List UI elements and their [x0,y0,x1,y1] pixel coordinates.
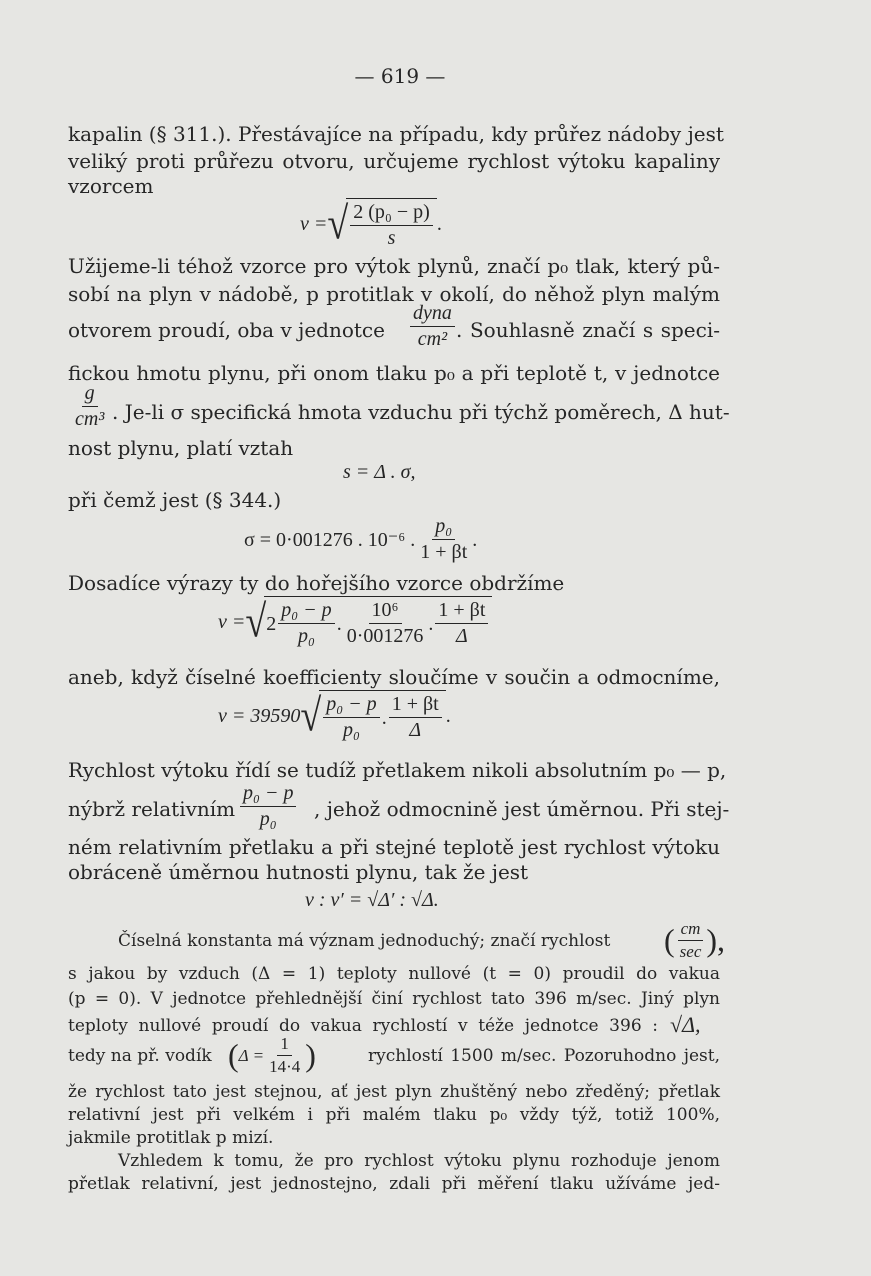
equation-velocity: v = √ $\frac{\text{2 (p₀ − p)}}{s}$ . [300,198,442,249]
text-line: že rychlost tato jest stejnou, ať jest plyn zhuštěný nebo zředěný; přetlak [68,1082,720,1102]
unit-fraction-dyna: $\frac{\text{dyna}}{\text{cm²}}$ [408,303,457,350]
text-line: při čemž jest (§ 344.) [68,488,282,512]
text-line: Vzhledem k tomu, že pro rychlost výtoku plynu rozhoduje jenom [118,1151,720,1171]
sqrt-delta: √Δ, [670,1012,701,1037]
text-line: Rychlost výtoku řídí se tudíž přetlakem nikoli absolutním p₀ — p, [68,758,727,782]
fraction-relative: $\frac{\text{p₀ − p}}{\text{p₀}}$ [238,783,298,830]
text-line: obráceně úměrnou hutnosti plynu, tak že jest [68,860,529,884]
fraction: $\frac{\text{2 (p₀ − p)}}{s}$ [350,202,433,249]
sqrt-sign: √ $\frac{\text{p₀ − p}}{\text{p₀}}$ . $\frac{1 + \beta t}{\Delta}$ [300,690,445,741]
text-line: teploty nullové proudí do vakua rychlostí v téže jednotce 396 : [68,1016,658,1036]
equation-ratio: v : v′ = √Δ′ : √Δ. [305,889,439,911]
text-line: Číselná konstanta má význam jednoduchý; značí rychlost [118,931,611,951]
text-line: sobí na plyn v nádobě, p protitlak v okolí, do něhož plyn malým [68,282,720,306]
text-line: nýbrž relativním [68,797,236,821]
unit-cm-sec: ( $\frac{cm}{\sec}$ ), [664,919,726,961]
equation-numeric: v = 39590 √ $\frac{\text{p₀ − p}}{\text{p₀}}$ . $\frac{1 + \beta t}{\Delta}$ . [218,690,451,741]
text-line: ném relativním přetlaku a při stejné teplotě jest rychlost výtoku [68,835,720,859]
text-line: fickou hmotu plynu, při onom tlaku p₀ a při teplotě t, v jednotce [68,361,720,385]
text-line: kapalin (§ 311.). Přestávajíce na případu, kdy průřez nádoby jest [68,122,724,146]
sqrt-sign: √ $\frac{\text{2 (p₀ − p)}}{s}$ [327,198,436,249]
text-line: . Souhlasně značí s speci- [456,318,720,342]
text-line: . Je-li σ specifická hmota vzduchu při týchž poměrech, Δ hut- [112,400,730,424]
equation-s: s = Δ . σ, [343,461,416,483]
text-line: relativní jest při velkém i při malém tlaku p₀ vždy týž, totiž 100%, [68,1105,720,1125]
text-line: (p = 0). V jednotce přehlednější činí rychlost tato 396 m/sec. Jiný plyn [68,989,720,1009]
equation-substituted: v = √ 2 $\frac{\text{p₀ − p}}{\text{p₀}}$ . $\frac{\text{10⁶}}{0\cdot 001276}$ . $\frac{1 + \beta t}{\Delta}$ [218,596,492,647]
equation-sigma: σ = 0·001276 . 10⁻⁶ . $\frac{\text{p₀}}{1 + \beta t}$ . [244,515,478,563]
fraction: $\frac{\text{p₀}}{1 + \beta t}$ [420,515,468,563]
text-line: nost plynu, platí vztah [68,436,294,460]
sqrt-sign: √ 2 $\frac{\text{p₀ − p}}{\text{p₀}}$ . $\frac{\text{10⁶}}{0\cdot 001276}$ . $\frac{1 + \beta t}{\Delta}$ [245,596,492,647]
text-line: veliký proti průřezu otvoru, určujeme rychlost výtoku kapaliny [68,149,720,173]
text-line: přetlak relativní, jest jednostejno, zdali při měření tlaku užíváme jed- [68,1174,720,1194]
text-line: Dosadíce výrazy ty do hořejšího vzorce obdržíme [68,571,565,595]
page-number: — 619 — [354,64,446,88]
text-line: rychlostí 1500 m/sec. Pozoruhodno jest, [368,1046,720,1066]
text-line: , jehož odmocnině jest úměrnou. Při stej- [314,797,730,821]
text-line: vzorcem [68,174,154,198]
text-line: s jakou by vzduch (Δ = 1) teploty nullové (t = 0) proudil do vakua [68,964,720,984]
text-line: Užijeme-li téhož vzorce pro výtok plynů, značí p₀ tlak, který pů- [68,254,720,278]
text-line: aneb, když číselné koefficienty sloučíme v součin a odmocníme, [68,665,720,689]
text-line: jakmile protitlak p mizí. [68,1128,274,1148]
equation-hydrogen: ( Δ = $\frac{1}{14\cdot 4}$ ) [228,1034,316,1076]
text-line: tedy na př. vodík [68,1046,212,1066]
unit-fraction-g: $\frac{g}{\text{cm³}}$ [75,382,105,430]
text-line: otvorem proudí, oba v jednotce [68,318,385,342]
